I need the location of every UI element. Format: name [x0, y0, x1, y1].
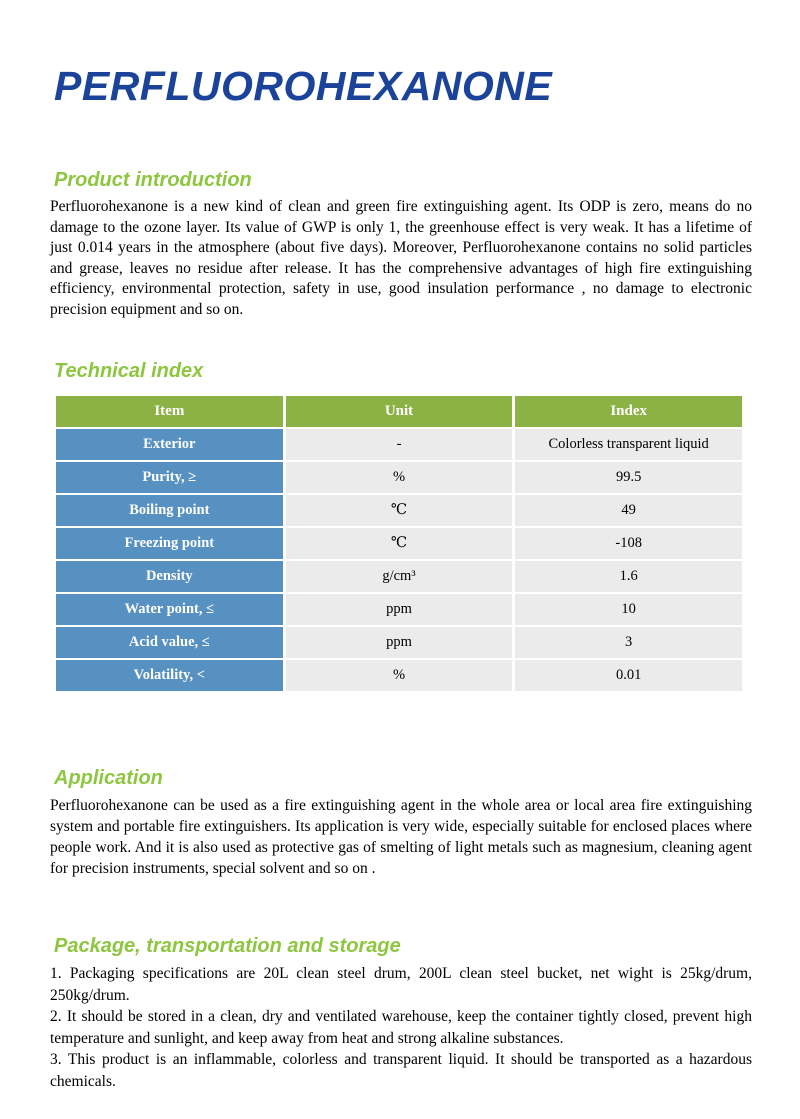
column-header-index: Index: [514, 395, 744, 428]
document-page: [0, 62, 800, 1119]
cell-item: Exterior: [55, 428, 285, 461]
cell-unit: g/cm³: [284, 560, 514, 593]
cell-index: 1.6: [514, 560, 744, 593]
cell-index: 3: [514, 626, 744, 659]
cell-unit: ppm: [284, 626, 514, 659]
cell-unit: %: [284, 461, 514, 494]
cell-unit: %: [284, 659, 514, 692]
paragraph-application: Perfluorohexanone can be used as a fire extinguishing agent in the whole area or local area fire extinguishing system and portable fire extinguishers. Its application is very wide, especially suitable for enclosed places where people work. And it is also used as protective gas of smelting of light metals such as magnesium, cleaning agent for precision instruments, special solvent and so on .: [50, 797, 752, 877]
paragraph-product-introduction: Perfluorohexanone is a new kind of clean and green fire extinguishing agent. Its ODP is zero, means do no damage to the ozone layer. Its value of GWP is only 1, the greenhouse effect is very weak. It has a lifetime of just 0.014 years in the atmosphere (about five days). Moreover, Perfluorohexanone contains no solid particles and grease, leaves no residue after release. It has the comprehensive advantages of high fire extinguishing efficiency, environmental protection, safety in use, good insulation performance , no damage to electronic precision equipment and so on.: [50, 198, 752, 318]
cell-item: Freezing point: [55, 527, 285, 560]
column-header-item: Item: [55, 395, 285, 428]
cell-item: Boiling point: [55, 494, 285, 527]
table-row: [55, 461, 744, 494]
technical-index-table: [53, 394, 745, 693]
section-heading-package-transportation-storage: Package, transportation and storage: [54, 935, 401, 957]
package-item-2: 2. It should be stored in a clean, dry and ventilated warehouse, keep the container tightly closed, prevent high temperature and sunlight, and keep away from heat and strong alkaline substances.: [50, 1008, 752, 1047]
page-title: PERFLUOROHEXANONE: [54, 63, 553, 109]
cell-item: Volatility, <: [55, 659, 285, 692]
table-header-row: [55, 395, 744, 428]
table-row: [55, 626, 744, 659]
table-row: [55, 527, 744, 560]
cell-index: 99.5: [514, 461, 744, 494]
section-heading-product-introduction: Product introduction: [54, 169, 252, 191]
table-row: [55, 428, 744, 461]
cell-index: 0.01: [514, 659, 744, 692]
cell-index: 10: [514, 593, 744, 626]
cell-item: Purity, ≥: [55, 461, 285, 494]
package-item-1: 1. Packaging specifications are 20L clean steel drum, 200L clean steel bucket, net wight is 25kg/drum, 250kg/drum.: [50, 965, 752, 1004]
package-list: [50, 963, 752, 1092]
table-row: [55, 659, 744, 692]
cell-item: Water point, ≤: [55, 593, 285, 626]
table-row: [55, 593, 744, 626]
package-item-3: 3. This product is an inflammable, colorless and transparent liquid. It should be transported as a hazardous chemicals.: [50, 1051, 752, 1090]
section-heading-application: Application: [54, 767, 163, 789]
table-row: [55, 494, 744, 527]
cell-unit: ℃: [284, 527, 514, 560]
cell-item: Acid value, ≤: [55, 626, 285, 659]
cell-unit: ppm: [284, 593, 514, 626]
cell-index: -108: [514, 527, 744, 560]
cell-index: Colorless transparent liquid: [514, 428, 744, 461]
cell-unit: ℃: [284, 494, 514, 527]
table-row: [55, 560, 744, 593]
cell-unit: -: [284, 428, 514, 461]
section-heading-technical-index: Technical index: [54, 360, 204, 382]
cell-index: 49: [514, 494, 744, 527]
cell-item: Density: [55, 560, 285, 593]
column-header-unit: Unit: [284, 395, 514, 428]
